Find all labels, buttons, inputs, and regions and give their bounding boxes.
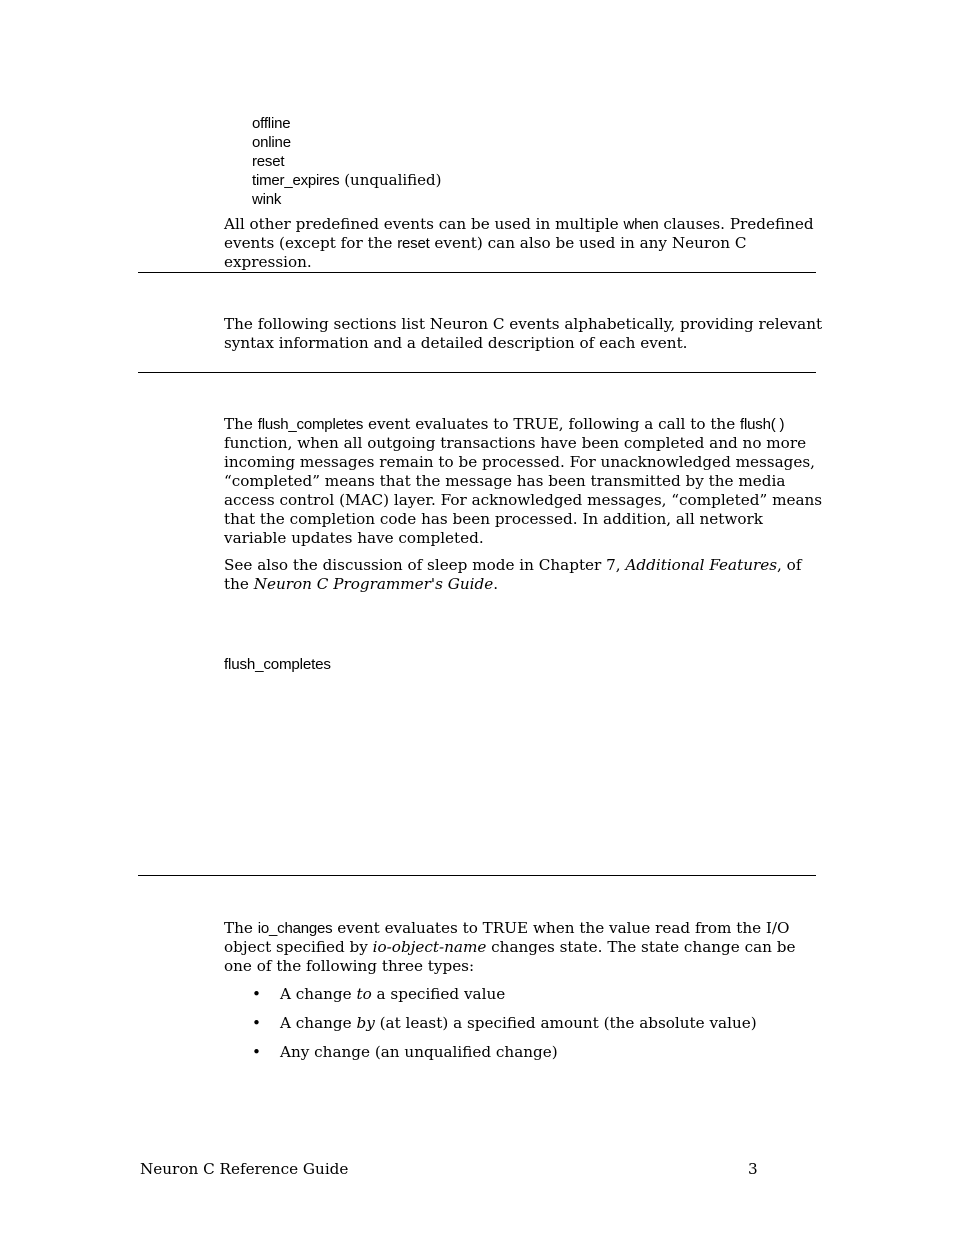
list-item: • A change to a specified value [252,985,506,1003]
list-item [252,190,442,209]
event-keyword: wink [252,191,282,208]
other-events-paragraph: All other predefined events can be used in multiple when clauses. Predefined events (except for the reset event) can also be used in any Neuron C expression. [224,215,814,271]
list-item [252,114,442,133]
event-keyword: timer_expires [252,172,340,189]
section-divider [138,272,816,273]
section-divider [138,372,816,373]
bullet-icon: • [252,985,261,1003]
flush-completes-syntax: flush_completes [224,656,331,673]
flush-completes-paragraph: The flush_completes event evaluates to TRUE, following a call to the flush( ) function, when all outgoing transactions have been completed and no more incoming messages remain to be processed. For unacknowledged messages, “completed” means that the message has been transmitted by the media access control (MAC) layer. For acknowledged messages, “completed” means that the completion code has been processed. In addition, all network variable updates have completed. [224,415,823,547]
see-also-paragraph: See also the discussion of sleep mode in Chapter 7, Additional Features, of the Neuron C Programmer's Guide. [224,556,802,593]
bullet-icon: • [252,1043,261,1061]
list-item: timer_expires (unqualified) [252,171,442,189]
list-item: • A change by (at least) a specified amount (the absolute value) [252,1014,757,1032]
section-divider [138,875,816,876]
list-item [252,152,442,171]
page-number: 3 [748,1160,758,1178]
list-item: • Any change (an unqualified change) [252,1043,558,1061]
event-keyword: reset [252,153,285,170]
bullet-icon: • [252,1014,261,1032]
event-keyword: offline [252,115,291,132]
footer-title: Neuron C Reference Guide [140,1160,349,1178]
io-changes-paragraph: The io_changes event evaluates to TRUE when the value read from the I/O object specified by io-object-name changes state. The state change can be one of the following three types: [224,919,796,975]
events-intro-paragraph: The following sections list Neuron C events alphabetically, providing relevant syntax information and a detailed description of each event. [224,315,823,352]
list-item [252,133,442,152]
event-keyword: online [252,134,291,151]
limited-events-list [252,114,442,209]
state-change-types-list [224,985,824,1072]
